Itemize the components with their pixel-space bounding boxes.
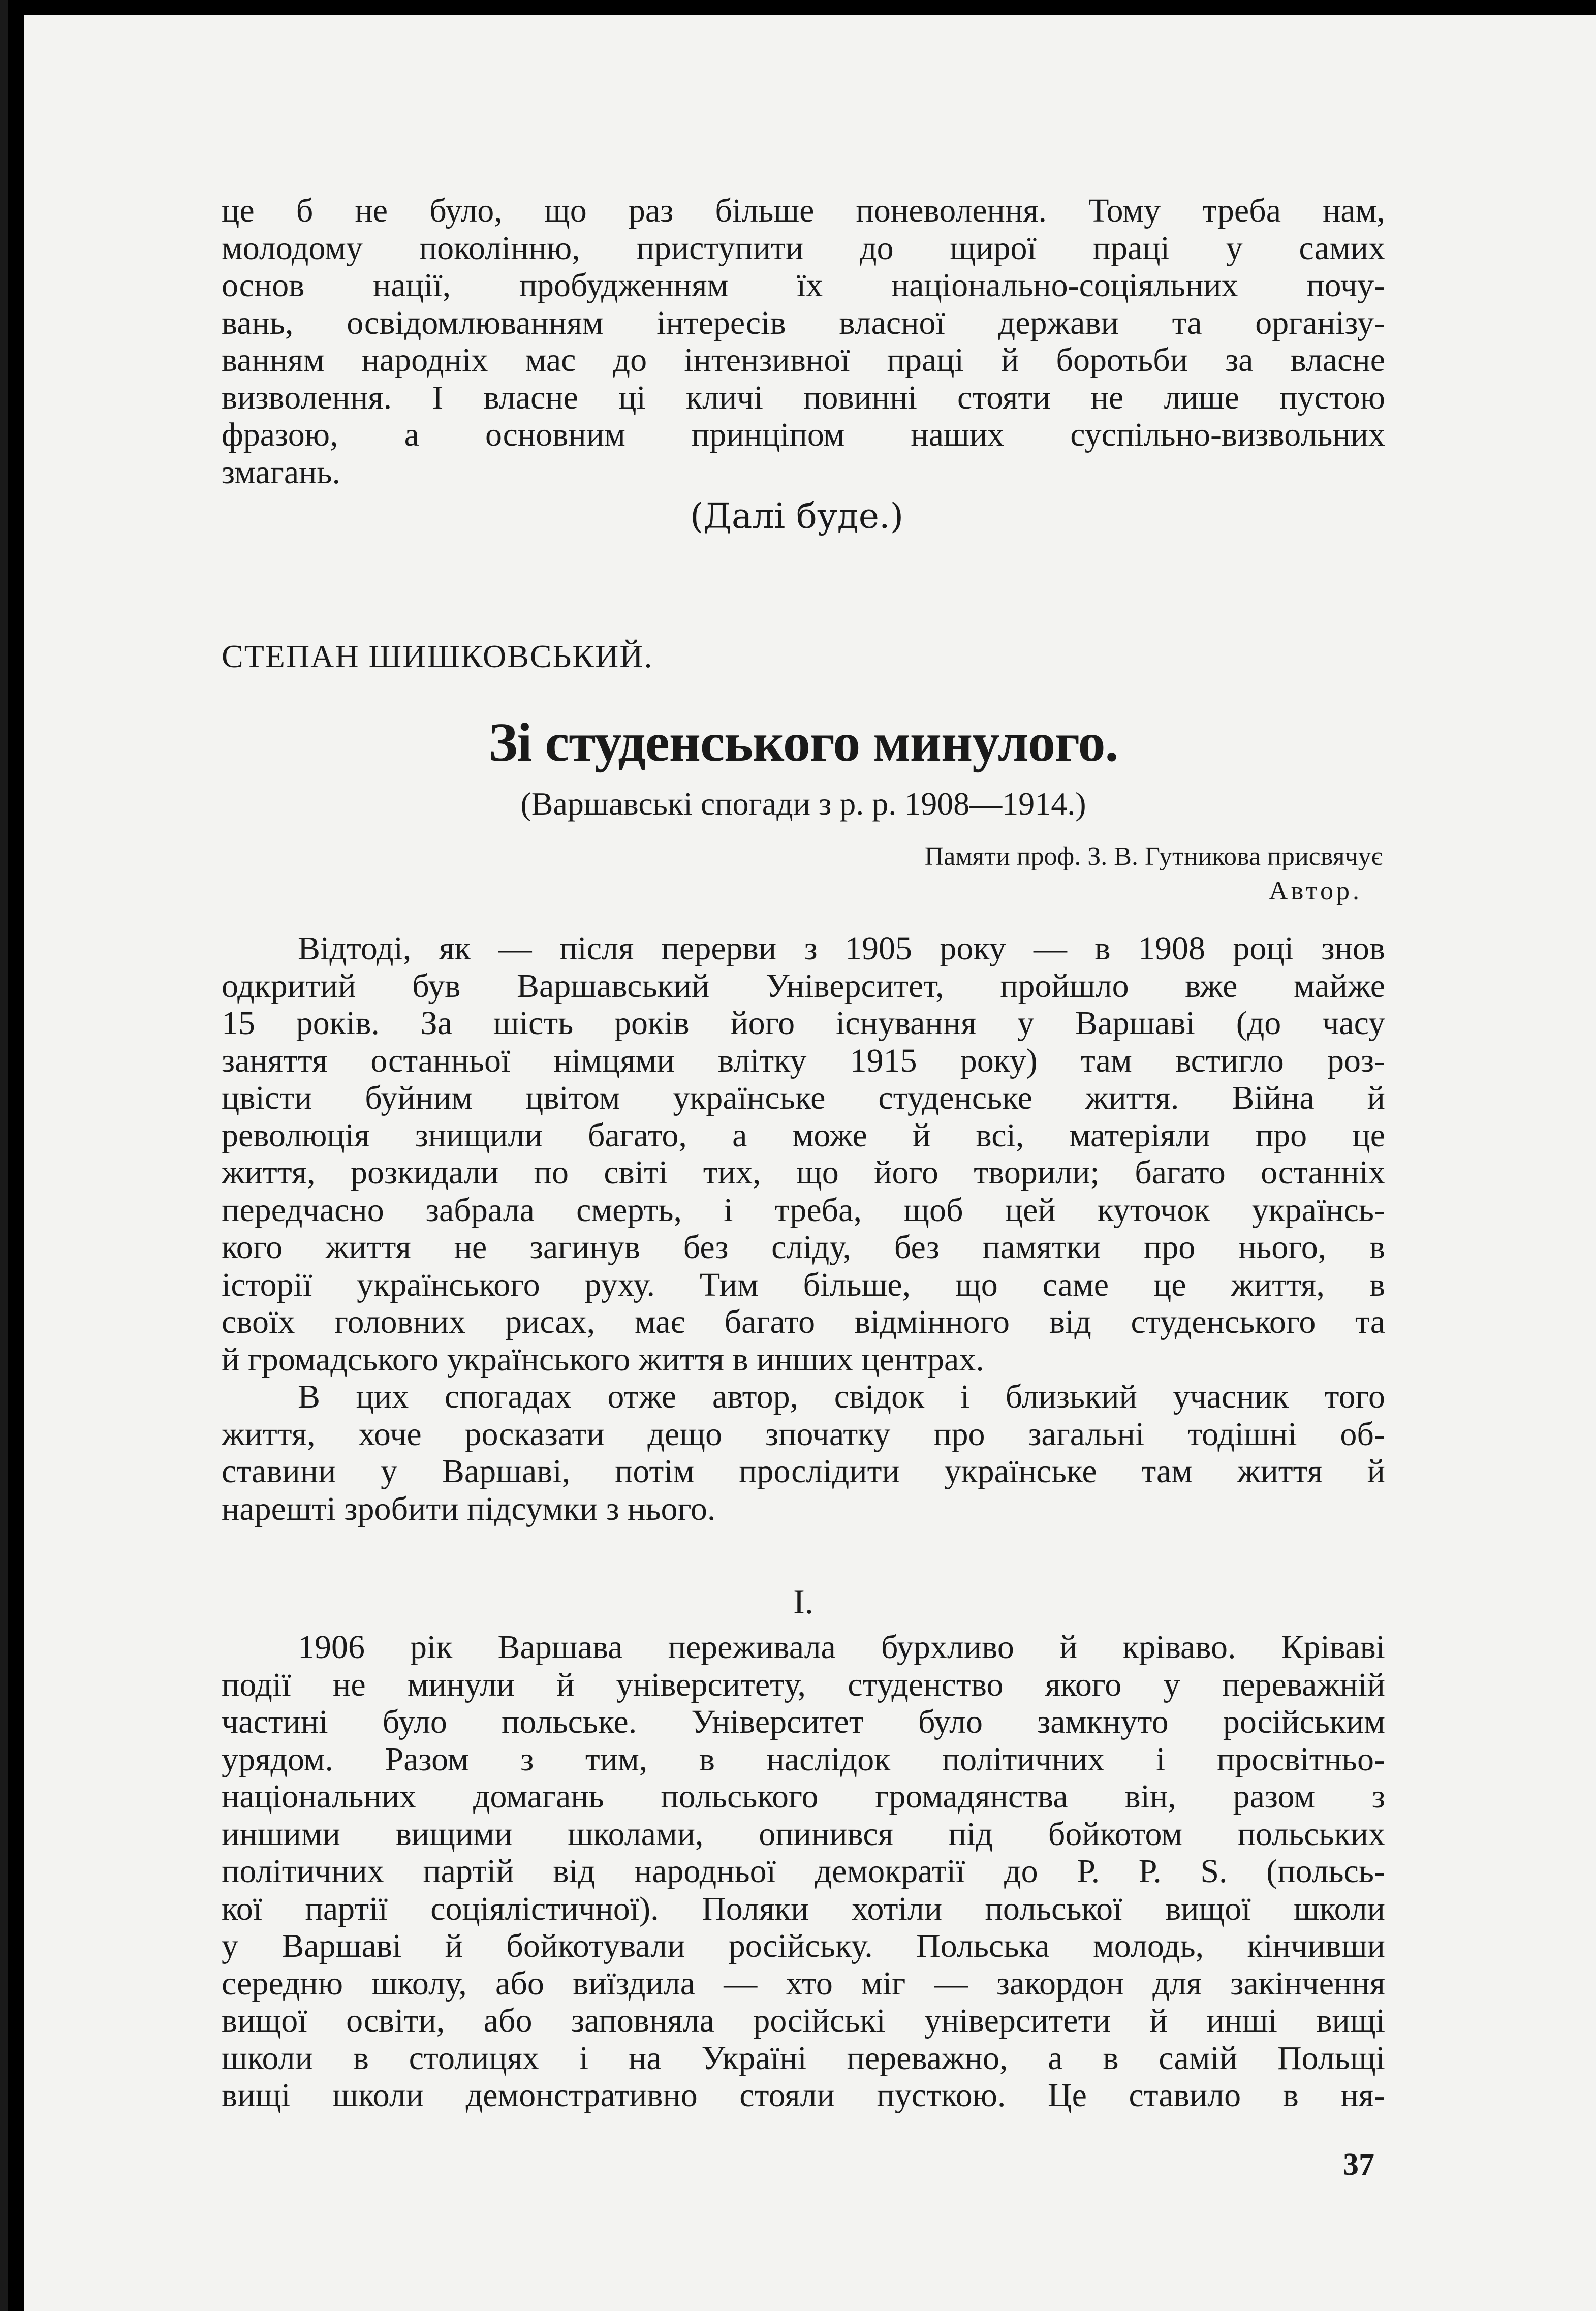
text-line: одкритий був Варшавський Університет, пройшло вже майже xyxy=(222,967,1385,1005)
text-line: змагань. xyxy=(222,453,341,491)
text-line: молодому поколінню, приступити до щирої праці у самих xyxy=(222,229,1385,267)
text-line: кого життя не загинув без сліду, без памятки про нього, в xyxy=(222,1229,1385,1266)
page-number: 37 xyxy=(1343,2147,1374,2182)
article-author: СТЕПАН ШИШКОВСЬКИЙ. xyxy=(222,638,653,674)
article-subtitle: (Варшавські спогади з р. р. 1908—1914.) xyxy=(520,786,1086,822)
text-line: політичних партій від народньої демократії до Р. Р. S. (польсь- xyxy=(222,1853,1385,1890)
text-line: події не минули й університету, студенство якого у переважній xyxy=(222,1666,1385,1703)
dedication-author: Автор. xyxy=(1269,877,1362,905)
text-line: революція знищили багато, а може й всі, матеріяли про це xyxy=(222,1116,1385,1154)
section-paragraph xyxy=(222,1629,1385,2114)
text-line: своїх головних рисах, має багато відмінного від студенського та xyxy=(222,1303,1385,1340)
text-line: Відтоді, як — після перерви з 1905 року — в 1908 році знов xyxy=(298,930,1385,967)
article-title: Зі студенського минулого. xyxy=(488,712,1118,773)
text-line: історії українського руху. Тим більше, що саме це життя, в xyxy=(222,1266,1385,1303)
text-line: В цих спогадах отже автор, свідок і близький учасник того xyxy=(298,1378,1385,1415)
text-line: життя, хоче росказати дещо зпочатку про загальні тодішні об- xyxy=(222,1415,1385,1453)
text-line: вищі школи демонстративно стояли пусткою. Це ставило в ня- xyxy=(222,2077,1385,2114)
text-line: національних домагань польського громадянства він, разом з xyxy=(222,1778,1385,1815)
to-be-continued: (Далі буде.) xyxy=(690,496,904,537)
section-number: I. xyxy=(793,1582,813,1621)
intro-paragraph-2 xyxy=(222,1378,1385,1527)
text-line: ванням народніх мас до інтензивної праці й боротьби за власне xyxy=(222,341,1385,379)
text-line: школи в столицях і на Україні переважно, а в самій Польщі xyxy=(222,2039,1385,2077)
dedication xyxy=(925,839,1383,909)
intro-paragraph-1 xyxy=(222,930,1385,1378)
text-line: частині було польське. Університет було замкнуто російським xyxy=(222,1703,1385,1740)
text-line: й громадського українського життя в инших центрах. xyxy=(222,1340,984,1378)
text-line: нарешті зробити підсумки з нього. xyxy=(222,1490,716,1527)
text-line: фразою, а основним принціпом наших суспільно-визвольних xyxy=(222,416,1385,453)
text-line: 1906 рік Варшава переживала бурхливо й кріваво. Кріваві xyxy=(298,1629,1385,1666)
text-line: 15 років. За шість років його існування у Варшаві (до часу xyxy=(222,1005,1385,1042)
text-line: вищої освіти, або заповняла російські університети й инші вищі xyxy=(222,2002,1385,2039)
text-line: основ нації, пробудженням їх національно-соціяльних почу- xyxy=(222,267,1385,304)
text-line: ставини у Варшаві, потім прослідити українське там життя й xyxy=(222,1453,1385,1490)
top-paragraph xyxy=(222,192,1385,491)
text-line: у Варшаві й бойкотували російську. Польська молодь, кінчивши xyxy=(222,1927,1385,1964)
scan-left-edge xyxy=(0,0,8,2311)
text-line: кої партії соціялістичної). Поляки хотіли польської вищої школи xyxy=(222,1890,1385,1927)
text-line: передчасно забрала смерть, і треба, щоб цей куточок українсь- xyxy=(222,1191,1385,1229)
text-line: це б не було, що раз більше поневолення. Тому треба нам, xyxy=(222,192,1385,229)
text-line: урядом. Разом з тим, в наслідок політичних і просвітньо- xyxy=(222,1740,1385,1778)
text-line: життя, розкидали по світі тих, що його творили; багато останніх xyxy=(222,1154,1385,1191)
text-line: середню школу, або виїздила — хто міг — закордон для закінчення xyxy=(222,1964,1385,2002)
dedication-text: Памяти проф. З. В. Гутникова присвячує xyxy=(924,842,1383,871)
text-line: вань, освідомлюванням інтересів власної держави та організу- xyxy=(222,304,1385,341)
text-line: визволення. І власне ці кличі повинні стояти не лише пустою xyxy=(222,379,1385,416)
text-line: цвісти буйним цвітом українське студенське життя. Війна й xyxy=(222,1079,1385,1116)
text-line: заняття останньої німцями влітку 1915 року) там встигло роз- xyxy=(222,1042,1385,1079)
text-line: иншими вищими школами, опинився під бойкотом польських xyxy=(222,1815,1385,1853)
